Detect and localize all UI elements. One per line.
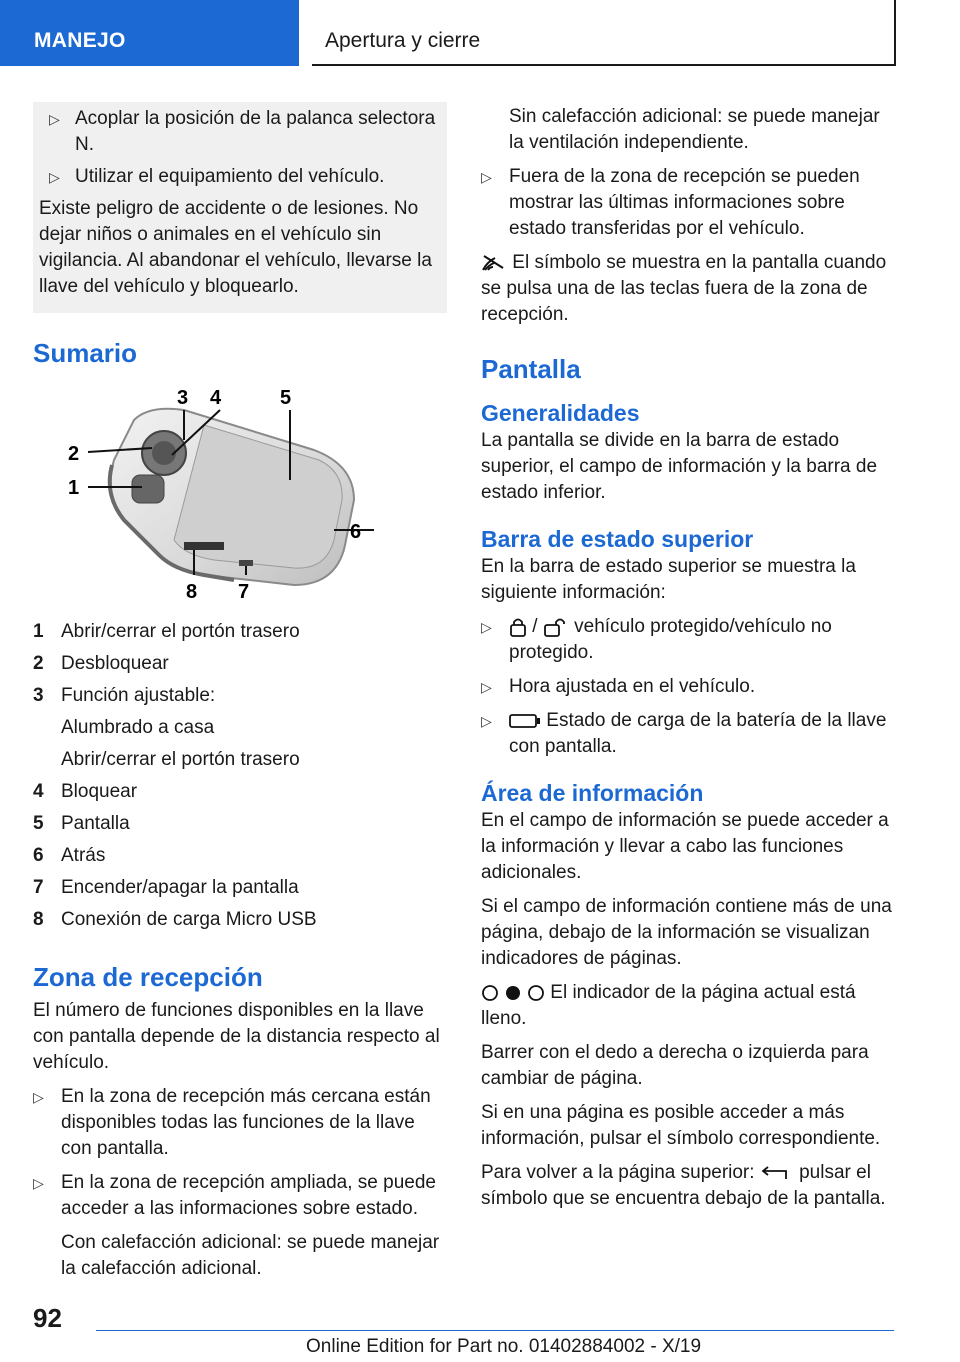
- page-indicator-icon: [481, 984, 545, 1002]
- list-item: 1 Abrir/cerrar el portón trasero: [33, 621, 300, 642]
- barra-heading: Barra de estado superior: [481, 526, 754, 552]
- bullet-triangle-icon: ▷: [49, 169, 60, 185]
- zona-sub-text: Con calefacción adicional: se puede manejar la calefacción adicional.: [61, 1232, 440, 1279]
- barra-bullet: ▷ Hora ajustada en el vehículo.: [481, 674, 895, 700]
- sumario-heading: Sumario: [33, 338, 138, 368]
- callout-4: 4: [210, 387, 222, 409]
- list-item: Alumbrado a casa: [61, 717, 215, 738]
- back-arrow-icon: [760, 1164, 794, 1182]
- battery-icon: [509, 713, 541, 729]
- header-chapter-box: [312, 0, 896, 66]
- bullet-triangle-icon: ▷: [33, 1089, 44, 1105]
- area-text: Si en una página es posible acceder a más información, pulsar el símbolo correspondiente.: [481, 1102, 881, 1149]
- bullet-triangle-icon: ▷: [481, 679, 492, 695]
- barra-intro: En la barra de estado superior se muestra la siguiente información:: [481, 556, 856, 603]
- online-edition-text: Online Edition for Part no. 01402884002 - X/19: [306, 1336, 702, 1357]
- symbol-note: El símbolo se muestra en la pantalla cuando se pulsa una de las teclas fuera de la zona de recepción.: [481, 252, 887, 325]
- list-item: 3 Función ajustable:: [33, 685, 216, 706]
- zona-bullet: ▷ Fuera de la zona de recepción se pueden mostrar las últimas informaciones sobre estado transferidas por el vehículo.: [481, 166, 860, 239]
- area-text: Barrer con el dedo a derecha o izquierda para cambiar de página.: [481, 1042, 869, 1089]
- header-section-label: MANEJO: [34, 29, 126, 52]
- list-item: 7 Encender/apagar la pantalla: [33, 877, 299, 898]
- list-item: 8 Conexión de carga Micro USB: [33, 909, 317, 930]
- barra-bullet: ▷ Estado de carga de la batería de la llave con pantalla.: [481, 710, 887, 757]
- page-number: 92: [33, 1303, 62, 1333]
- list-item: 4 Bloquear: [33, 781, 138, 802]
- callout-1: 1: [68, 477, 80, 499]
- callout-5: 5: [280, 387, 292, 409]
- header-chapter-label: Apertura y cierre: [325, 29, 481, 52]
- callout-3: 3: [177, 387, 189, 409]
- lock-open-icon: [543, 617, 569, 637]
- bullet-triangle-icon: ▷: [33, 1175, 44, 1191]
- area-text: El indicador de la página actual está lleno.: [481, 982, 856, 1029]
- bullet-triangle-icon: ▷: [481, 619, 492, 635]
- area-text: Para volver a la página superior: pulsar el símbolo que se encuentra debajo de la pantalla.: [481, 1162, 886, 1209]
- area-heading: Área de información: [481, 780, 704, 806]
- zona-sub-text: Sin calefacción adicional: se puede manejar la ventilación independiente.: [509, 106, 880, 153]
- display-key-illustration: [64, 380, 374, 610]
- bullet-triangle-icon: ▷: [481, 713, 492, 729]
- sumario-list: [33, 616, 447, 936]
- pantalla-heading: Pantalla: [481, 354, 581, 384]
- list-item: 2 Desbloquear: [33, 653, 169, 674]
- out-of-range-icon: [481, 254, 507, 272]
- barra-bullet: ▷ / vehículo protegido/vehículo no protegido.: [481, 616, 832, 663]
- callout-6: 6: [350, 521, 362, 543]
- lock-closed-icon: [509, 617, 527, 637]
- list-item: Abrir/cerrar el portón trasero: [61, 749, 300, 770]
- area-text: En el campo de información se puede acceder a la información y llevar a cabo las funciones adicionales.: [481, 810, 889, 883]
- header-section-tab: [0, 0, 299, 66]
- list-item: 6 Atrás: [33, 845, 106, 866]
- zona-bullet: ▷ En la zona de recepción ampliada, se puede acceder a las informaciones sobre estado.: [33, 1172, 436, 1219]
- area-text: Si el campo de información contiene más de una página, debajo de la información se visualizan indicadores de páginas.: [481, 896, 892, 969]
- footer-divider: [96, 1330, 894, 1331]
- warning-bullet: ▷ Acoplar la posición de la palanca selectora N.: [49, 108, 436, 155]
- callout-8: 8: [186, 581, 198, 603]
- callout-7: 7: [238, 581, 250, 603]
- zona-bullet: ▷ En la zona de recepción más cercana están disponibles todas las funciones de la llave con pantalla.: [33, 1086, 431, 1159]
- list-item: 5 Pantalla: [33, 813, 130, 834]
- warning-box: [33, 102, 447, 313]
- warning-bullet: ▷ Utilizar el equipamiento del vehículo.: [39, 164, 441, 190]
- bullet-triangle-icon: ▷: [481, 169, 492, 185]
- warning-text: Existe peligro de accidente o de lesiones. No dejar niños o animales en el vehículo sin vigilancia. Al abandonar el vehículo, llevarse la llave del vehículo y bloquearlo.: [39, 198, 432, 297]
- generalidades-heading: Generalidades: [481, 400, 640, 426]
- generalidades-text: La pantalla se divide en la barra de estado superior, el campo de información y la barra de estado inferior.: [481, 430, 878, 503]
- bullet-triangle-icon: ▷: [49, 111, 60, 127]
- zona-intro: El número de funciones disponibles en la llave con pantalla depende de la distancia respecto al vehículo.: [33, 1000, 440, 1073]
- zona-heading: Zona de recepción: [33, 962, 263, 992]
- callout-2: 2: [68, 443, 80, 465]
